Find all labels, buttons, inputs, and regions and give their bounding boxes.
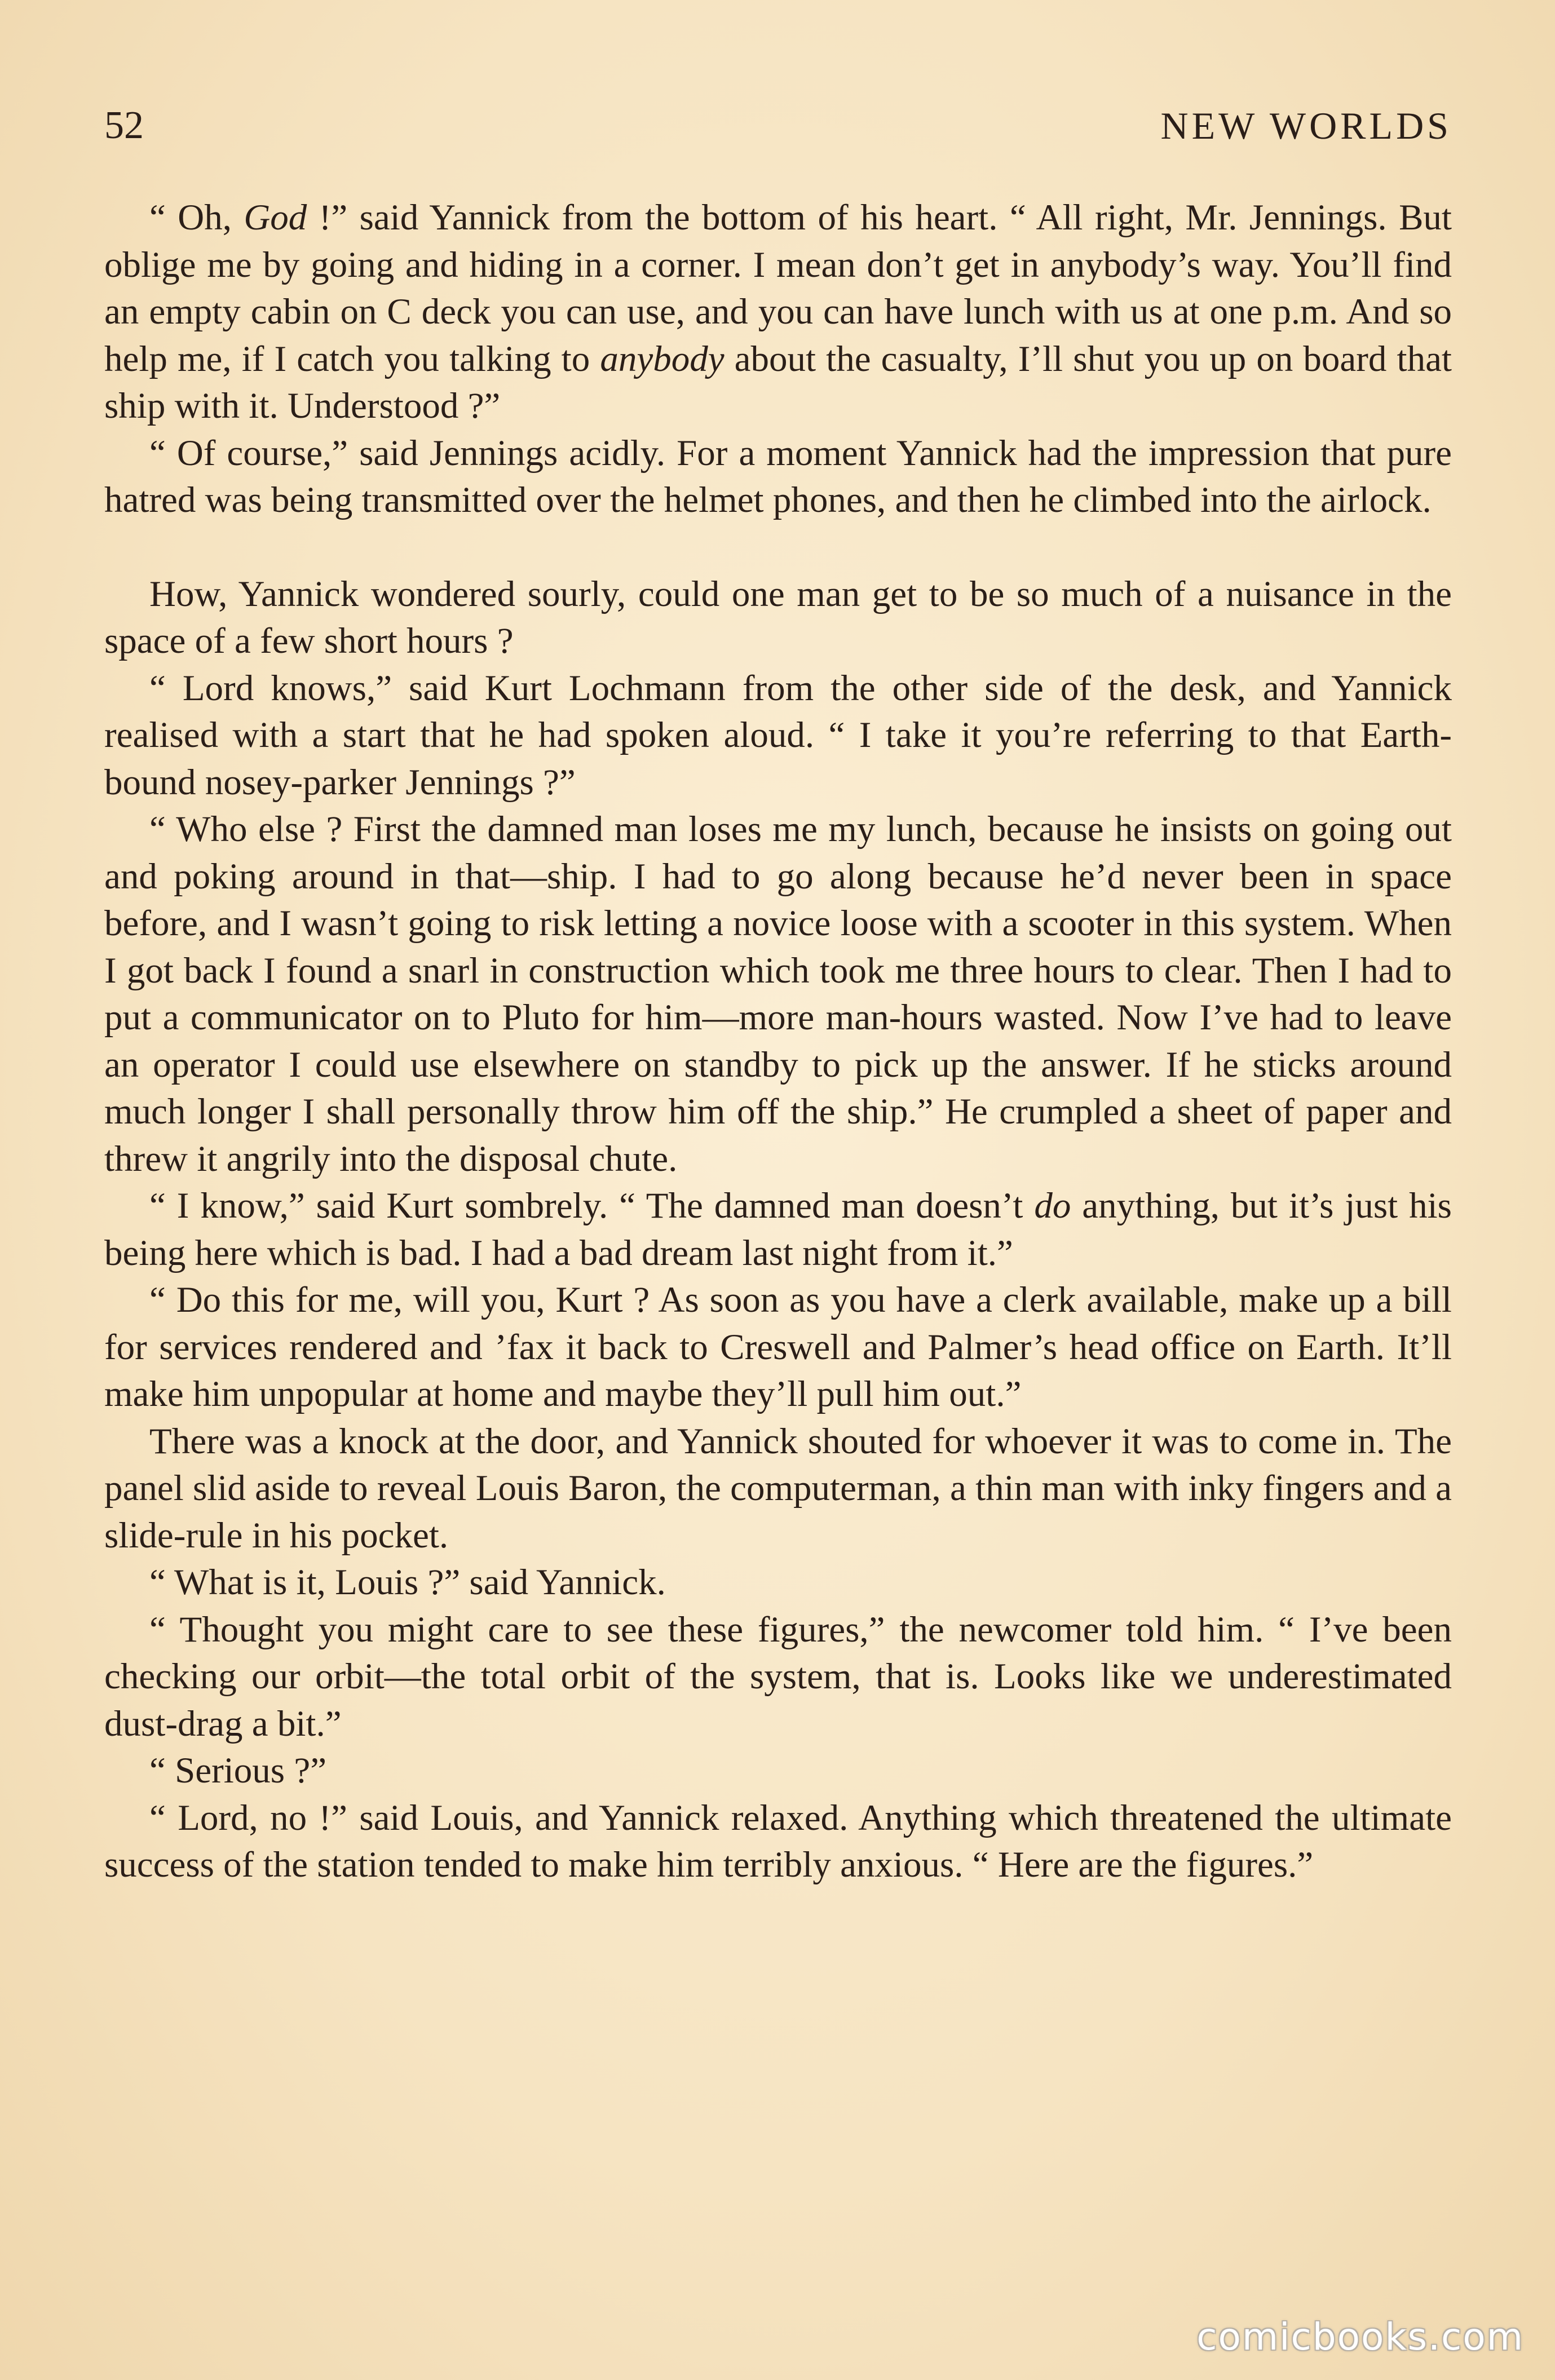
text-run: “ Oh,: [149, 197, 244, 238]
text-run: “ Serious ?”: [149, 1750, 327, 1791]
running-head: NEW WORLDS: [1160, 104, 1452, 147]
text-run: “ Who else ? First the damned man loses me my lunch, because he insists on going out and poking around in that—ship. I had to go along because he’d never been in space before, and I wasn’t going to risk letting a novice loose with a scooter in this system. When I got back I found a snarl in construction which took me three hours to clear. Then I had to put a communicator on to Pluto for him—more man-hours wasted. Now I’ve had to leave an operator I could use elsewhere on standby to pick up the answer. If he sticks around much longer I shall personally throw him off the ship.” He crumpled a sheet of paper and threw it angrily into the disposal chute.: [104, 809, 1452, 1179]
paragraph: [104, 430, 1452, 524]
text-run: There was a knock at the door, and Yannick shouted for whoever it was to come in. The panel slid aside to reveal Louis Baron, the computerman, a thin man with inky fingers and a slide-rule in his pocket.: [104, 1421, 1452, 1556]
page-header: [104, 100, 1452, 151]
text-run: “ Do this for me, will you, Kurt ? As soon as you have a clerk available, make up a bill for services rendered and ’fax it back to Creswell and Palmer’s head office on Earth. It’ll make him unpopular at home and maybe they’ll pull him out.”: [104, 1280, 1452, 1414]
text-run: How, Yannick wondered sourly, could one man get to be so much of a nuisance in the space of a few short hours ?: [104, 573, 1452, 661]
text-run: “ Lord knows,” said Kurt Lochmann from the other side of the desk, and Yannick realised with a start that he had spoken aloud. “ I take it you’re referring to that Earth-bound nosey-parker Jennings ?”: [104, 667, 1452, 803]
text-run: “ I know,” said Kurt sombrely. “ The damned man doesn’t: [149, 1185, 1035, 1226]
text-run: “ Thought you might care to see these figures,” the newcomer told him. “ I’ve been checking our orbit—the total orbit of the system, that is. Looks like we underestimated dust-drag a bit.”: [104, 1609, 1452, 1744]
paragraph: [104, 806, 1452, 1183]
paragraph: [104, 665, 1452, 807]
paragraph: [104, 1607, 1452, 1748]
paragraph: [104, 1183, 1452, 1277]
italic-text-run: do: [1034, 1185, 1071, 1226]
paragraph: [104, 1277, 1452, 1418]
paragraph: [104, 571, 1452, 665]
italic-text-run: anybody: [600, 338, 725, 379]
text-run: “ Of course,” said Jennings acidly. For a moment Yannick had the impression that pure hatred was being transmitted over the helmet phones, and then he climbed into the airlock.: [104, 432, 1452, 520]
paragraph: [104, 1559, 1452, 1607]
page-number: 52: [104, 104, 144, 147]
text-run: “ Lord, no !” said Louis, and Yannick relaxed. Anything which threatened the ultimate success of the station tended to make him terribly anxious. “ Here are the figures.”: [104, 1797, 1452, 1885]
paragraph: [104, 1418, 1452, 1560]
text-run: about the casualty, I’ll shut you up on board that ship with it. Understood ?”: [104, 338, 1452, 426]
body-text: [104, 194, 1452, 1889]
italic-text-run: God: [244, 197, 307, 238]
watermark-text: comicbooks.com: [1196, 2315, 1524, 2359]
text-run: “ What is it, Louis ?” said Yannick.: [149, 1562, 666, 1603]
paragraph: [104, 1795, 1452, 1889]
paragraph: [104, 194, 1452, 430]
text-run: anything, but it’s just his being here which is bad. I had a bad dream last night from it.”: [104, 1185, 1452, 1273]
text-run: !” said Yannick from the bottom of his heart. “ All right, Mr. Jennings. But oblige me by going and hiding in a corner. I mean don’t get in anybody’s way. You’ll find an empty cabin on C deck you can use, and you can have lunch with us at one p.m. And so help me, if I catch you talking to: [104, 197, 1452, 379]
paragraph: [104, 1748, 1452, 1795]
